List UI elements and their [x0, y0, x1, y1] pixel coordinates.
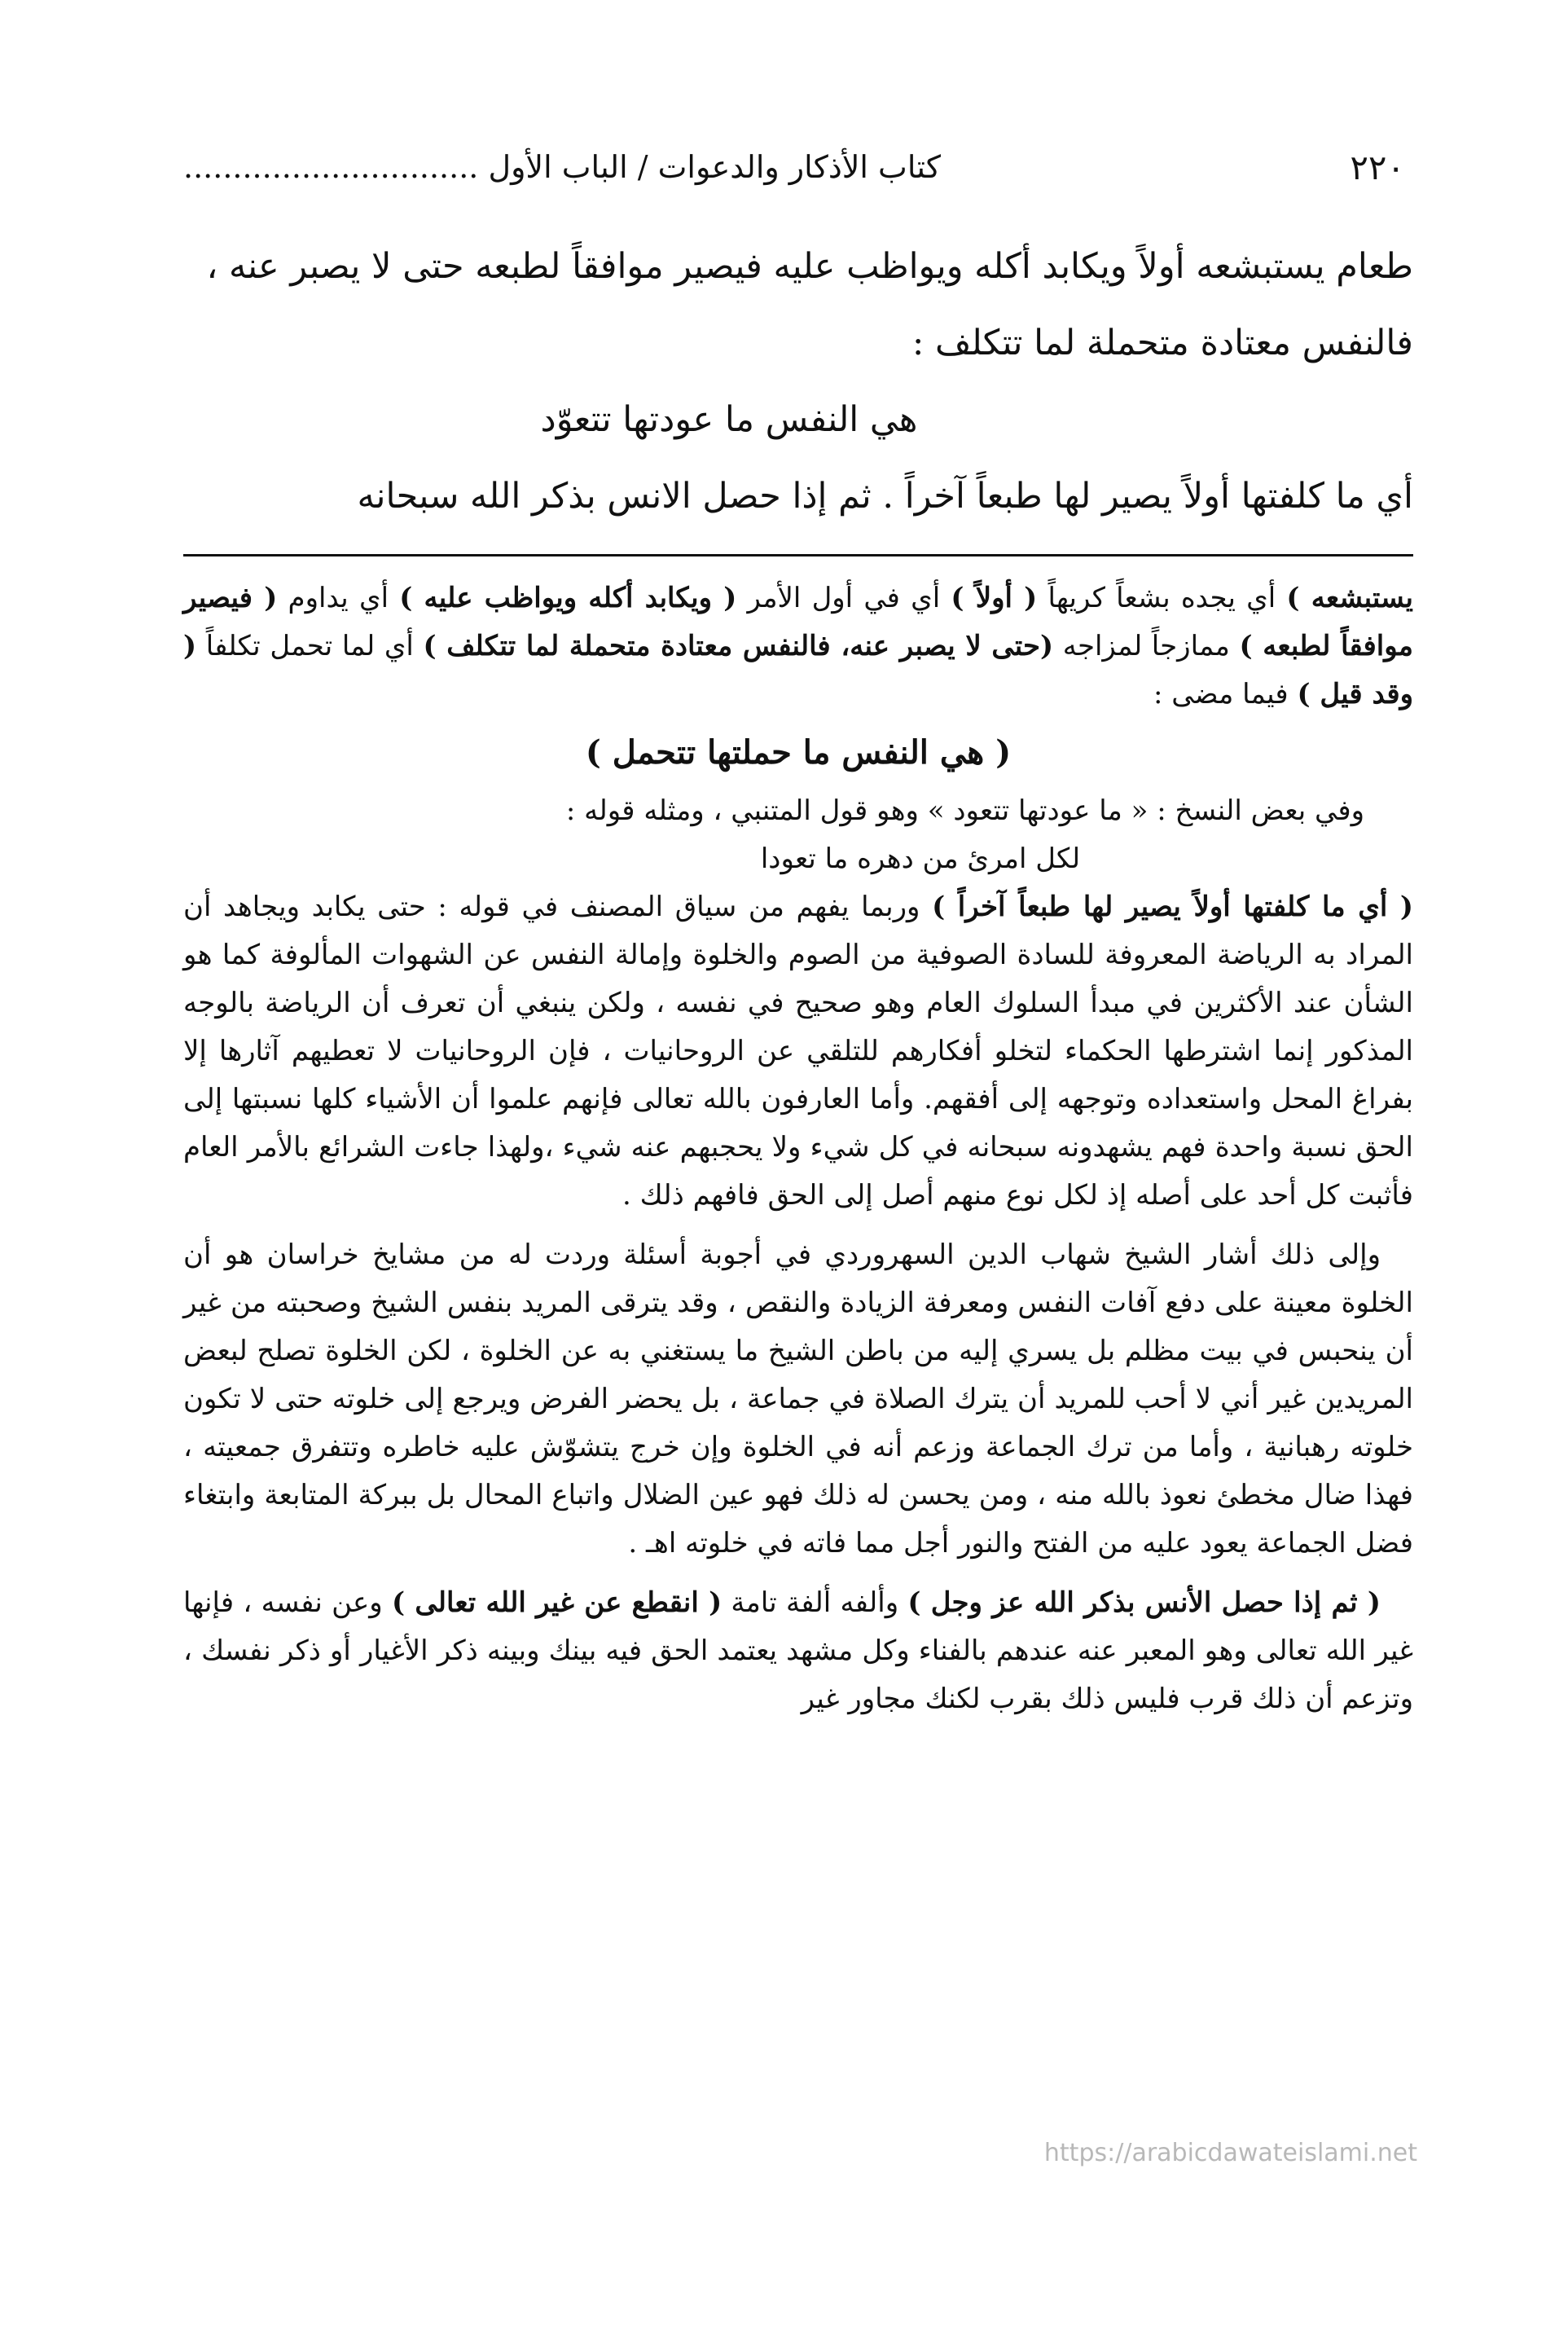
commentary-verse: ( هي النفس ما حملتها تتحمل ): [585, 733, 1012, 772]
quoted-matn: (حتى لا يصبر عنه، فالنفس معتادة متحملة لما تتكلف ): [423, 630, 1054, 662]
commentary-paragraph: [183, 574, 1413, 719]
commentary-paragraph: [183, 1579, 1413, 1723]
gloss: أي يداوم: [277, 582, 400, 614]
quoted-matn: ( وقد قيل ): [183, 630, 1413, 710]
quoted-matn: يستبشعه ): [1286, 582, 1413, 614]
quoted-matn: ( انقطع عن غير الله تعالى ): [391, 1586, 723, 1619]
main-line: طعام يستبشعه أولاً ويكابد أكله ويواظب عليه فيصير موافقاً لطبعه حتى لا يصبر عنه ،: [206, 246, 1413, 287]
quoted-matn: ( فيصير موافقاً لطبعه ): [183, 582, 1414, 662]
commentary-text: [183, 574, 1413, 1723]
running-header: [183, 139, 1405, 196]
header-title-group: [183, 149, 941, 185]
page-number: ٢٢٠: [1350, 147, 1405, 187]
gloss: وربما يفهم من سياق المصنف في قوله : حتى يكابد ويجاهد أن المراد به الرياضة المعروفة للسادة الصوفية من الصوم والخلوة وإمالة النفس عن الشهوات المألوفة كما هو الشأن عند الأكثرين في مبدأ السلوك العام وهو صحيح في نفسه ، ولكن ينبغي أن تعرف أن الرياضة بالوجه المذكور إنما اشترطها الحكماء لتخلو أفكارهم للتلقي عن الروحانيات ، فإن الروحانيات لا تعطيهم آثارها إلا بفراغ المحل واستعداده وتوجهه إلى أفقهم. وأما العارفون بالله تعالى فإنهم علموا أن الأشياء كلها نسبتها إلى الحق نسبة واحدة فهم يشهدونه سبحانه في كل شيء ولا يحجبهم عنه شيء ،ولهذا جاءت الشرائع بالأمر العام فأثبت كل أحد على أصله إذ لكل نوع منهم أصل إلى الحق فافهم ذلك .: [183, 891, 1413, 1212]
dot-leader: ..............................: [183, 149, 479, 185]
main-text: [183, 228, 1413, 534]
quoted-matn: ( ويكابد أكله ويواظب عليه ): [399, 582, 737, 614]
main-line: فالنفس معتادة متحملة لما تتكلف :: [911, 323, 1413, 363]
main-line: أي ما كلفتها أولاً يصير لها طبعاً آخراً . ثم إذا حصل الانس بذكر الله سبحانه: [357, 476, 1413, 517]
gloss: ممازجاً لمزاجه: [1053, 630, 1240, 662]
commentary-paragraph: وإلى ذلك أشار الشيخ شهاب الدين السهروردي في أجوبة أسئلة وردت له من مشايخ خراسان هو أن الخلوة معينة على دفع آفات النفس ومعرفة الزيادة والنقص ، وقد يترقى المريد بنفس الشيخ وصحبته من غير أن ينحبس في بيت مظلم بل يسري إليه من باطن الشيخ ما يستغني به عن الخلوة ، لكن الخلوة تصلح لبعض المريدين غير أني لا أحب للمريد أن يترك الصلاة في جماعة ، بل يحضر الفرض ويرجع إلى خلوته حتى لا تكون خلوته رهبانية ، وأما من ترك الجماعة وزعم أنه في الخلوة وإن خرج يتشوّش عليه خاطره وتتفرق جمعيته ، فهذا ضال مخطئ نعوذ بالله منه ، ومن يحسن له ذلك فهو عين الضلال واتباع المحال بل ببركة المتابعة وابتغاء فضل الجماعة يعود عليه من الفتح والنور أجل مما فاته في خلوته اهـ .: [183, 1238, 1413, 1559]
source-watermark: https://arabicdawateislami.net: [1043, 2139, 1417, 2167]
gloss: وعن نفسه ، فإنها غير الله تعالى وهو المعبر عنه عندهم بالفناء وكل مشهد يعتمد الحق فيه بينك وبينه ذكر الأغيار أو ذكر نفسك ، وتزعم أن ذلك قرب فليس ذلك بقرب لكنك مجاور غير: [183, 1586, 1413, 1715]
commentary-paragraph: وفي بعض النسخ : « ما عودتها تتعود » وهو قول المتنبي ، ومثله قوله :: [565, 794, 1364, 827]
quoted-matn: ( أي ما كلفتها أولاً يصير لها طبعاً آخراً ): [932, 891, 1414, 923]
main-verse: هي النفس ما عودتها تتعوّد: [540, 399, 918, 440]
quoted-matn: ( ثم إذا حصل الأنس بذكر الله عز وجل ): [907, 1586, 1381, 1619]
chapter-title: كتاب الأذكار والدعوات / الباب الأول: [488, 149, 941, 185]
commentary-paragraph: [183, 883, 1413, 1220]
separator-rule: [183, 554, 1413, 556]
gloss: أي لما تحمل تكلفاً: [196, 630, 424, 662]
gloss: أي يجده بشعاً كريهاً: [1037, 582, 1287, 614]
gloss: وألفه ألفة تامة: [722, 1586, 908, 1619]
quoted-matn: ( أولاً ): [951, 582, 1038, 614]
gloss: أي في أول الأمر: [736, 582, 951, 614]
gloss: فيما مضى :: [1153, 678, 1298, 710]
commentary-verse-small: لكل امرئ من دهره ما تعودا: [760, 842, 1081, 875]
